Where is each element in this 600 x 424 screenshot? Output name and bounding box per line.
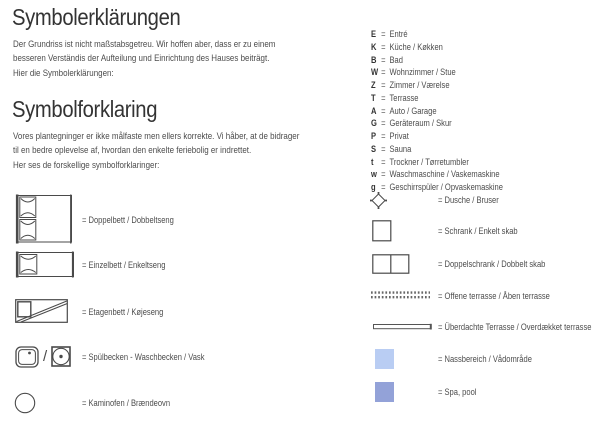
intro-german-line: Hier die Symbolerklärungen: [13,67,114,79]
wash-basin-icon [51,346,71,367]
intro-german-line: besseren Verständis der Aufteilung und Einrichtung des Hauses beiträgt. [13,53,270,65]
double-cabinet-icon [372,254,410,274]
room-row [371,156,503,169]
room-letter: T [371,92,376,103]
room-letter: g [371,182,376,192]
equals-sign: = [381,29,386,39]
room-letter: P [371,131,377,141]
equals-sign: = [381,105,386,116]
room-label: Küche / Køkken [389,41,443,52]
room-letter: B [371,54,377,65]
shower-label: = Dusche / Bruser [438,195,499,205]
room-letter: Z [371,80,376,90]
room-row [371,168,503,181]
room-row [371,79,503,92]
room-letter: t [371,156,374,167]
room-letter: W [371,67,379,78]
room-row [371,143,503,156]
double-bed-icon [15,194,73,244]
double-bed-label: = Doppelbett / Dobbeltseng [82,215,174,225]
intro-german-line: Der Grundriss ist nicht maßstabsgetreu. Wir hoffen aber, dass er zu einem [13,39,276,50]
intro-danish [13,130,299,173]
intro-danish-line: til en bedre oplevelse af, hvordan den enkelte feriebolig er indrettet. [13,145,252,157]
single-cabinet-icon [372,220,392,242]
room-label: Zimmer / Værelse [389,80,450,90]
covered-terrace-label: = Überdachte Terrasse / Overdækket terrasse [438,322,592,332]
room-letter: w [371,169,377,180]
double-cabinet-label: = Doppelschrank / Dobbelt skab [438,258,546,269]
room-label: Entré [389,29,408,39]
open-terrace-icon [371,291,431,300]
spa-pool-icon [375,382,394,402]
room-row [371,117,503,130]
wet-area-label: = Nassbereich / Vådområde [438,354,532,364]
room-label: Auto / Garage [389,105,437,116]
intro-danish-line: Her ses de forskellige symbolforklaringer: [13,159,160,171]
room-row [371,92,503,105]
equals-sign: = [381,54,386,65]
slash-separator: / [43,348,48,365]
room-label: Waschmaschine / Vaskemaskine [389,169,500,180]
sink-label: = Spülbecken - Waschbecken / Vask [82,352,205,362]
room-row [371,181,503,194]
room-label: Bad [389,54,403,65]
covered-terrace-icon [373,323,433,331]
spa-pool-label: = Spa, pool [438,387,477,397]
equals-sign: = [381,169,386,180]
intro-danish-line: Vores plantegninger er ikke målfaste men ellers korrekte. Vi håber, at de bidrager [13,131,300,142]
room-label: Geräteraum / Skur [389,118,452,129]
open-terrace-label: = Offene terrasse / Åben terrasse [438,291,550,301]
room-row [371,54,503,67]
equals-sign: = [381,41,386,52]
equals-sign: = [381,67,386,78]
wood-stove-label: = Kaminofen / Brændeovn [82,398,171,408]
equals-sign: = [381,80,386,90]
equals-sign: = [381,92,386,103]
bunk-bed-label: = Etagenbett / Køjeseng [82,306,164,317]
room-letter: K [371,41,377,52]
room-row [371,28,503,41]
room-label: Geschirrspüler / Opvaskemaskine [389,182,503,192]
room-label: Trockner / Tørretumbler [389,156,469,167]
title-danish: Symbolforklaring [12,96,158,122]
room-row [371,41,503,54]
room-letter: A [371,105,377,116]
room-label: Privat [389,131,409,141]
shower-icon [370,192,387,209]
room-letter: G [371,118,377,129]
wood-stove-icon [14,392,36,414]
room-row [371,66,503,79]
room-label: Terrasse [389,92,419,103]
equals-sign: = [381,143,386,154]
equals-sign: = [381,156,386,167]
room-row [371,105,503,118]
room-letter-legend [371,28,503,194]
room-letter: S [371,143,377,154]
equals-sign: = [381,131,386,141]
single-bed-icon [15,251,75,278]
bunk-bed-icon [15,299,68,323]
equals-sign: = [381,182,386,192]
room-label: Wohnzimmer / Stue [389,67,456,78]
single-bed-label: = Einzelbett / Enkeltseng [82,260,166,270]
wet-area-icon [375,349,394,369]
single-cabinet-label: = Schrank / Enkelt skab [438,226,518,236]
title-german: Symbolerklärungen [12,4,181,30]
sink-icons [15,345,71,368]
kitchen-sink-icon [15,346,39,368]
intro-german [13,38,275,81]
equals-sign: = [381,118,386,129]
room-row [371,130,503,143]
room-label: Sauna [389,143,412,154]
room-letter: E [371,29,377,39]
